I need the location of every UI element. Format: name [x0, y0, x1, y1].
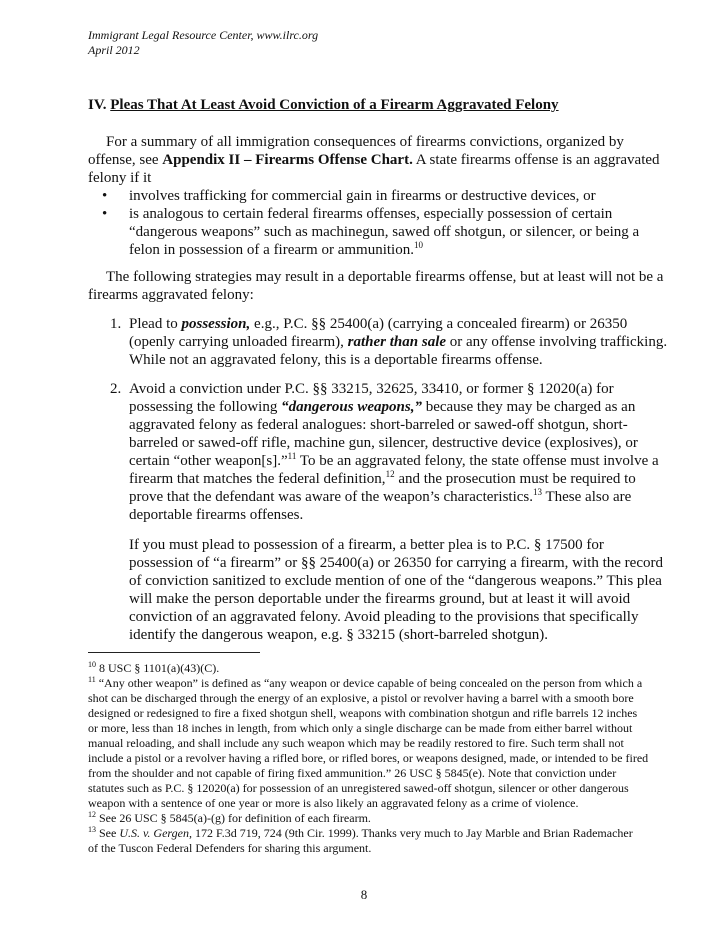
emphasis-possession: possession, — [181, 316, 251, 332]
item-line: aggravated felony as federal analogues: short-barreled or sawed-off shotgun, short- — [129, 417, 628, 433]
bullet-item-line: “dangerous weapons” such as machinegun, sawed off shotgun, or silencer, or being a — [129, 224, 640, 240]
item-number: 1. — [110, 316, 122, 332]
header-organization: Immigrant Legal Resource Center, www.ilrc.org — [88, 28, 319, 42]
intro-line: offense, see Appendix II – Firearms Offense Chart. A state firearms offense is an aggravated — [88, 152, 660, 168]
footnote-ref: 11 — [287, 451, 297, 461]
footnote-11-line: or more, less than 18 inches in length, from which only a single discharge can be made from either barrel without — [88, 721, 633, 735]
footnote-13: $^{13}$ See U.S. v. Gergen, 172 F.3d 719, 724 (9th Cir. 1999). Thanks very much to Jay Marble and Brian Rademacher — [88, 825, 633, 840]
strategies-line: The following strategies may result in a deportable firearms offense, but at least will not be a — [106, 269, 664, 285]
footnote-11-line: from the shoulder and not capable of firing fixed ammunition.” 26 USC § 5845(e). Note that conviction under — [88, 766, 617, 780]
footnote-11-line: weapon with a sentence of one year or more is also likely an aggravated felony as a crime of violence. — [88, 796, 579, 810]
item-line: Avoid a conviction under P.C. §§ 33215, 32625, 33410, or former § 12020(a) for — [129, 381, 614, 397]
footnote-ref: 12 — [385, 469, 395, 479]
footnote-11-line: manual reloading, and shall include any such weapon which may be readily restored to fire. Such term shall not — [88, 736, 624, 750]
item-number: 2. — [110, 381, 122, 397]
item-line: possession of “a firearm” or §§ 25400(a) or 26350 for carrying a firearm, with the record — [129, 555, 663, 571]
case-citation: U.S. v. Gergen, — [119, 826, 192, 840]
intro-line: For a summary of all immigration consequences of firearms convictions, organized by — [106, 134, 624, 150]
footnote-11-line: shot can be discharged through the energy of an explosive, a pistol or revolver having a barrel with a smooth bore — [88, 691, 634, 705]
item-line: While not an aggravated felony, this is a deportable firearms offense. — [129, 352, 543, 368]
footnote-ref: 13 — [533, 487, 542, 497]
item-line: certain “other weapon[s].”$^{11}$ To be an aggravated felony, the state offense must involve a — [129, 451, 659, 469]
section-number: IV. — [88, 97, 107, 113]
bullet-item: involves trafficking for commercial gain in firearms or destructive devices, or — [129, 188, 596, 204]
header-date: April 2012 — [88, 43, 140, 57]
strategies-line: firearms aggravated felony: — [88, 287, 254, 303]
footnote-12: $^{12}$ See 26 USC § 5845(a)-(g) for definition of each firearm. — [88, 810, 371, 825]
footnote-11-line: statutes such as P.C. § 12020(a) for possession of an unregistered sawed-off shotgun, silencer or other dangerous — [88, 781, 629, 795]
bullet-dot: • — [102, 206, 108, 222]
section-heading — [88, 96, 559, 114]
emphasis-rather-than-sale: rather than sale — [347, 334, 447, 350]
bullet-item-line: felon in possession of a firearm or ammunition.$^{10}$ — [129, 240, 423, 258]
document-header — [88, 28, 318, 58]
footnote-10: $^{10}$ 8 USC § 1101(a)(43)(C). — [88, 660, 220, 675]
appendix-reference: Appendix II – Firearms Offense Chart. — [162, 152, 413, 168]
page-number: 8 — [360, 887, 368, 902]
footnote-11-line: include a pistol or a revolver having a rifled bore, or rifled bores, or weapons designed, made, or intended to be fired — [88, 751, 649, 765]
footnote-ref: 10 — [413, 240, 423, 250]
footnote-13-line: of the Tuscon Federal Defenders for sharing this argument. — [88, 841, 372, 855]
section-title: Pleas That At Least Avoid Conviction of a Firearm Aggravated Felony — [110, 97, 559, 113]
item-line: Plead to possession, e.g., P.C. §§ 25400(a) (carrying a concealed firearm) or 26350 — [129, 316, 628, 332]
footnote-11: $^{11}$ “Any other weapon” is defined as “any weapon or device capable of being concealed on the person from which a — [88, 675, 643, 690]
item-line: will make the person deportable under the firearms ground, but at least it will avoid — [129, 591, 631, 607]
bullet-dot: • — [102, 188, 108, 204]
item-line: If you must plead to possession of a firearm, a better plea is to P.C. § 17500 for — [129, 537, 604, 553]
footnote-separator — [88, 652, 260, 653]
footnote-11-line: designed or redesigned to fire a fixed shotgun shell, weapons with combination shotgun and rifle barrels 12 inches — [88, 706, 638, 720]
item-line: (openly carrying unloaded firearm), rather than sale or any offense involving trafficking. — [129, 334, 668, 350]
bullet-item: is analogous to certain federal firearms offenses, especially possession of certain — [129, 206, 613, 222]
item-line: firearm that matches the federal definition,$^{12}$ and the prosecution must be required to — [129, 469, 636, 487]
item-line: conviction of an aggravated felony. Avoid pleading to the provisions that specifically — [129, 609, 639, 625]
intro-line: felony if it — [88, 170, 152, 186]
item-line: prove that the defendant was aware of the weapon’s characteristics.$^{13}$ These also are — [129, 487, 632, 505]
item-line: deportable firearms offenses. — [129, 507, 304, 523]
item-line: of conviction sanitized to exclude mention of one of the “dangerous weapons.” This plea — [129, 573, 662, 589]
item-line: possessing the following “dangerous weapons,” because they may be charged as an — [129, 399, 636, 415]
item-line: identify the dangerous weapon, e.g. § 33215 (short-barreled shotgun). — [129, 627, 549, 643]
item-line: barreled or sawed-off rifle, machine gun, silencer, destructive device (explosives), or — [129, 435, 638, 451]
emphasis-dangerous-weapons: “dangerous weapons,” — [281, 399, 422, 415]
